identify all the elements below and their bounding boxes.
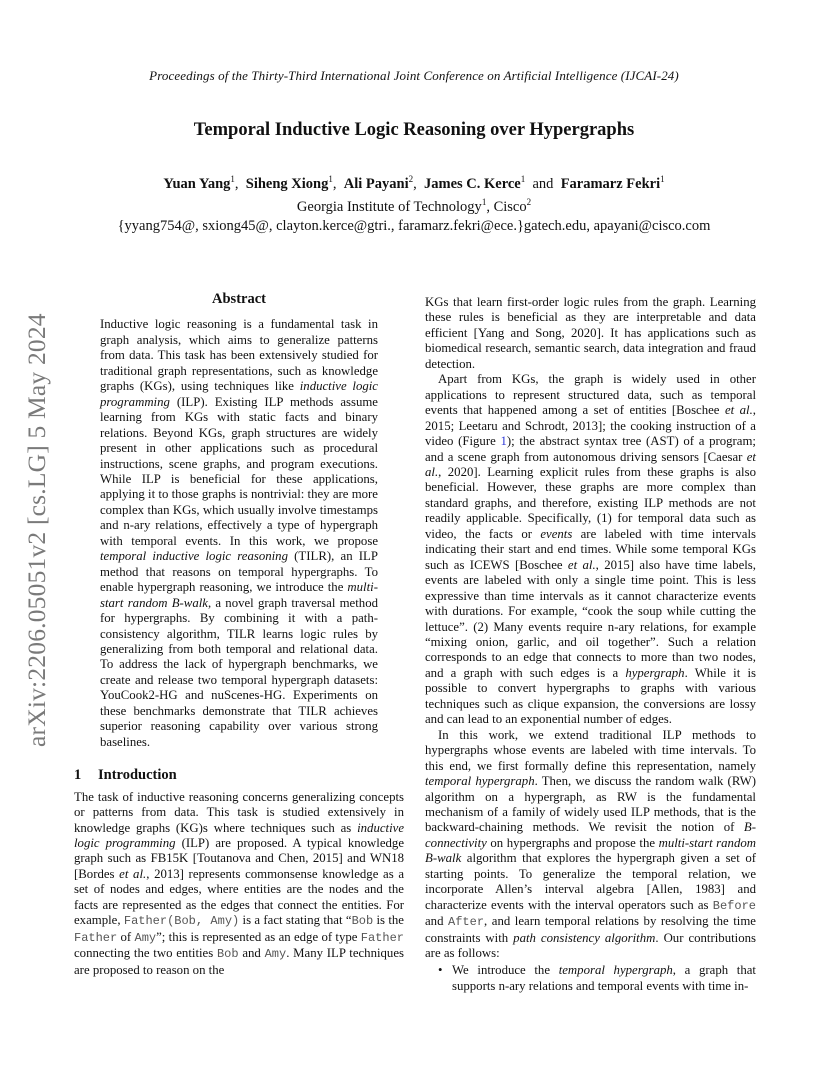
paper-title: Temporal Inductive Logic Reasoning over Hypergraphs bbox=[193, 120, 635, 140]
arxiv-stamp-text: arXiv:2206.05051v2 [cs.LG] 5 May 2024 bbox=[22, 313, 51, 747]
contribution-item: • We introduce the temporal hypergraph, a graph that supports n-ary relations and temporal events with time in- bbox=[452, 963, 756, 994]
running-header: Proceedings of the Thirty-Third International Joint Conference on Artificial Intelligence (IJCAI-24) bbox=[149, 68, 679, 83]
body-paragraph: Apart from KGs, the graph is widely used in other applications to represent structured data, such as temporal events that happened among a set of entities [Boschee et al., 2015; Leetaru and Schrodt, 2013]; the cooking instruction of a video (Figure 1); the abstract syntax tree (AST) of a program; and a scene graph from autonomous driving sensors [Caesar et al., 2020]. Learning explicit rules from these graphs is also beneficial. However, these graphs are more complex than standard graphs, and therefore, existing ILP methods are not readily applicable. Specifically, (1) for temporal data such as video, the facts or events are labeled with time intervals indicating their start and end times. While some temporal KGs such as ICEWS [Boschee et al., 2015] also have time labels, events are labeled with only a single time point. This is less expressive than time intervals as it cannot characterize events with durations. For example, “cook the soup while cutting the lettuce”. (2) Many events require n-ary relations, for example “mixing onion, garlic, and oil together”. Such a relation corresponds to an edge that connects to more than two nodes, and a graph with such edges is a hypergraph. While it is possible to convert hypergraphs to graphs with various techniques such as clique expansion, the conversions are lossy and can lead to an exponential number of edges. bbox=[425, 372, 756, 727]
author-name: Ali Payani bbox=[343, 175, 409, 192]
author-name: James C. Kerce bbox=[423, 175, 521, 192]
author-name: Yuan Yang bbox=[163, 175, 231, 192]
author-affil-mark: 2 bbox=[408, 174, 414, 184]
abstract-text: Inductive logic reasoning is a fundamental task in graph analysis, which aims to generalize patterns from data. This task has been extensively studied for traditional graph representations, such as knowledge graphs (KGs), using techniques like inductive logic programming (ILP). Existing ILP methods assume learning from KGs with static facts and binary relations. Beyond KGs, graph structures are widely present in other applications such as procedural instructions, scene graphs, and program executions. While ILP is beneficial for these applications, applying it to those graphs is nontrivial: they are more complex than KGs, which usually involve timestamps and n-ary relations, effectively a type of hypergraph with temporal events. In this work, we propose temporal inductive logic reasoning (TILR), an ILP method that reasons on temporal hypergraphs. To enable hypergraph reasoning, we introduce the multi-start random B-walk, a novel graph traversal method for hypergraphs. By combining it with a path-consistency algorithm, TILR learns logic rules by generalizing from both temporal and relational data. To address the lack of hypergraph benchmarks, we create and release two temporal hypergraph datasets: YouCook2-HG and nuScenes-HG. Experiments on these benchmarks demonstrate that TILR achieves superior reasoning capability over various strong baselines. bbox=[100, 317, 378, 749]
figure-link[interactable]: 1 bbox=[500, 434, 507, 449]
right-column bbox=[425, 295, 756, 994]
section-heading-introduction: 1 Introduction bbox=[74, 767, 177, 784]
author-affil-mark: 1 bbox=[660, 174, 665, 184]
body-paragraph: In this work, we extend traditional ILP methods to hypergraphs whose events are labeled with time intervals. To this end, we first formally define this representation, namely temporal hypergraph. Then, we discuss the random walk (RW) algorithm on a hypergraph, as RW is the fundamental mechanism of a family of widely used ILP methods, that is the backward-chaining methods. We revisit the notion of B-connectivity on hypergraphs and propose the multi-start random B-walk algorithm that explores the hypergraph given a set of starting points. To generalize the temporal relation, we incorporate Allen’s interval algebra [Allen, 1983] and characterize events with the interval operators such as Before and After, and learn temporal relations by resolving the time constraints with path consistency algorithm. Our contributions are as follows: bbox=[425, 727, 756, 961]
left-column bbox=[74, 292, 404, 978]
arxiv-stamp bbox=[22, 287, 54, 747]
author-list: Yuan Yang$^1$, Siheng Xiong$^1$, Ali Payani$^2$, James C. Kerce$^1$ and Faramarz Fekri$^1$ bbox=[163, 174, 665, 192]
abstract-heading: Abstract bbox=[212, 291, 266, 307]
author-and: and bbox=[532, 175, 554, 192]
author-affil-mark: 1 bbox=[328, 174, 333, 184]
author-emails: {yyang754@, sxiong45@, clayton.kerce@gtri., faramarz.fekri@ece.}gatech.edu, apayani@cisco.com bbox=[117, 218, 711, 234]
affiliations: Georgia Institute of Technology$^1$, Cisco$^2$ bbox=[296, 197, 532, 215]
author-affil-mark: 1 bbox=[230, 174, 235, 184]
intro-paragraph: The task of inductive reasoning concerns generalizing concepts or patterns from data. This task is studied extensively in knowledge graphs (KG)s where techniques such as inductive logic programming (ILP) are proposed. A typical knowledge graph such as FB15K [Toutanova and Chen, 2015] and WN18 [Bordes et al., 2013] represents commonsense knowledge as a set of nodes and edges, where entities are the nodes and the facts are represented as the edges that connect the entities. For example, Father(Bob, Amy) is a fact stating that “Bob is the Father of Amy”; this is represented as an edge of type Father connecting the two entities Bob and Amy. Many ILP techniques are proposed to reason on the bbox=[74, 789, 405, 977]
author-name: Siheng Xiong bbox=[245, 175, 329, 192]
contribution-list bbox=[425, 963, 756, 994]
author-affil-mark: 1 bbox=[520, 174, 526, 184]
body-paragraph: KGs that learn first-order logic rules from the graph. Learning these rules is beneficial as they are interpretable and data efficient [Yang and Song, 2020]. It has applications such as biomedical research, semantic search, data integration and fraud detection. bbox=[425, 295, 756, 371]
author-name: Faramarz Fekri bbox=[560, 175, 661, 192]
